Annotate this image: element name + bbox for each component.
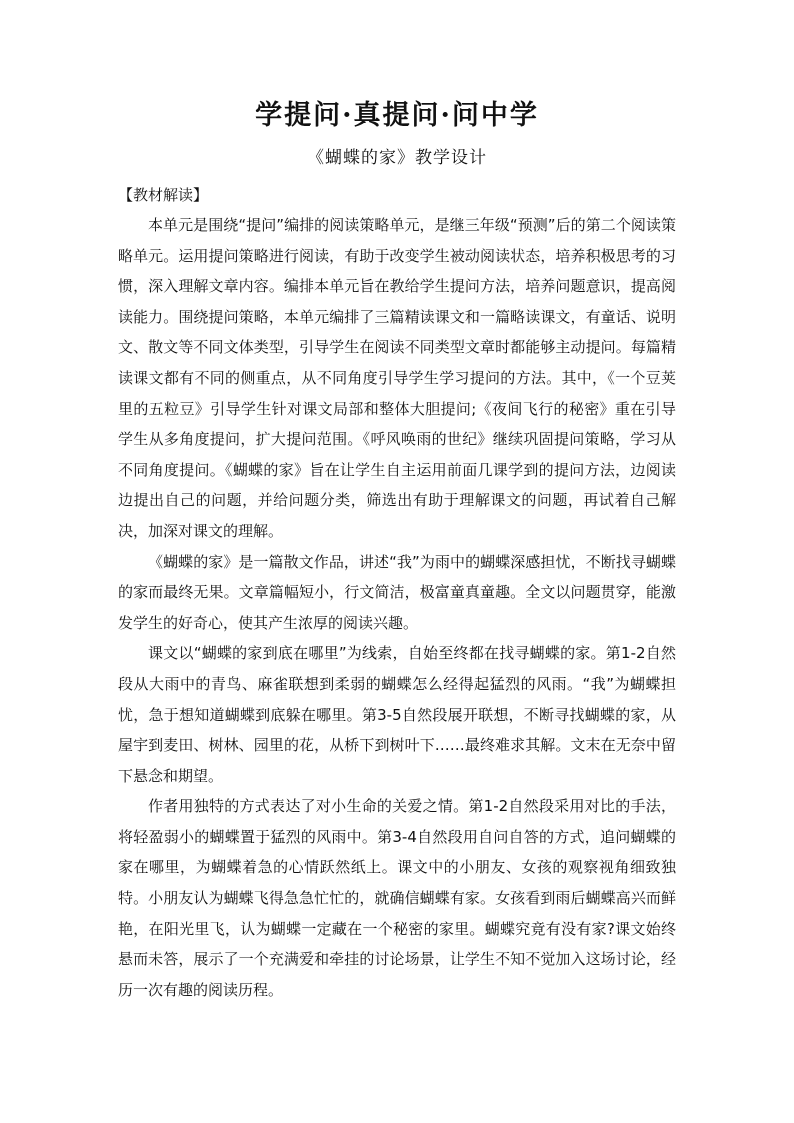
- document-title: 学提问·真提问·问中学: [255, 100, 539, 131]
- section-heading: 【教材解读】: [118, 186, 209, 204]
- document-body: [118, 210, 676, 1005]
- paragraph: 作者用独特的方式表达了对小生命的关爱之情。第1-2自然段采用对比的手法，将轻盈弱小的蝴蝶置于猛烈的风雨中。第3-4自然段用自问自答的方式，追问蝴蝶的家在哪里，为蝴蝶着急的心情跃然纸上。课文中的小朋友、女孩的观察视角细致独特。小朋友认为蝴蝶飞得急急忙忙的，就确信蝴蝶有家。女孩看到雨后蝴蝶高兴而鲜艳，在阳光里飞，认为蝴蝶一定藏在一个秘密的家里。蝴蝶究竟有没有家?课文始终悬而未答，展示了一个充满爱和牵挂的讨论场景，让学生不知不觉加入这场讨论，经历一次有趣的阅读历程。: [118, 797, 676, 999]
- paragraph: 《蝴蝶的家》是一篇散文作品，讲述“我”为雨中的蝴蝶深感担忧，不断找寻蝴蝶的家而最终无果。文章篇幅短小，行文简洁，极富童真童趣。全文以问题贯穿，能激发学生的好奇心，使其产生浓厚的阅读兴趣。: [118, 552, 676, 632]
- document-subtitle: 《蝴蝶的家》教学设计: [307, 148, 487, 168]
- paragraph: 本单元是围绕“提问”编排的阅读策略单元，是继三年级“预测”后的第二个阅读策略单元。运用提问策略进行阅读，有助于改变学生被动阅读状态，培养积极思考的习惯，深入理解文章内容。编排本单元旨在教给学生提问方法，培养问题意识，提高阅读能力。围绕提问策略，本单元编排了三篇精读课文和一篇略读课文，有童话、说明文、散文等不同文体类型，引导学生在阅读不同类型文章时都能够主动提问。每篇精读课文都有不同的侧重点，从不同角度引导学生学习提问的方法。其中，《一个豆荚里的五粒豆》引导学生针对课文局部和整体大胆提问;《夜间飞行的秘密》重在引导学生从多角度提问，扩大提问范围。《呼风唤雨的世纪》继续巩固提问策略，学习从不同角度提问。《蝴蝶的家》旨在让学生自主运用前面几课学到的提问方法，边阅读边提出自己的问题，并给问题分类，筛选出有助于理解课文的问题，再试着自己解决，加深对课文的理解。: [118, 216, 676, 540]
- paragraph: 课文以“蝴蝶的家到底在哪里”为线索，自始至终都在找寻蝴蝶的家。第1-2自然段从大雨中的青鸟、麻雀联想到柔弱的蝴蝶怎么经得起猛烈的风雨。“我”为蝴蝶担忧，急于想知道蝴蝶到底躲在哪里。第3-5自然段展开联想，不断寻找蝴蝶的家，从屋宇到麦田、树林、园里的花，从桥下到树叶下……最终难求其解。文末在无奈中留下悬念和期望。: [118, 644, 676, 785]
